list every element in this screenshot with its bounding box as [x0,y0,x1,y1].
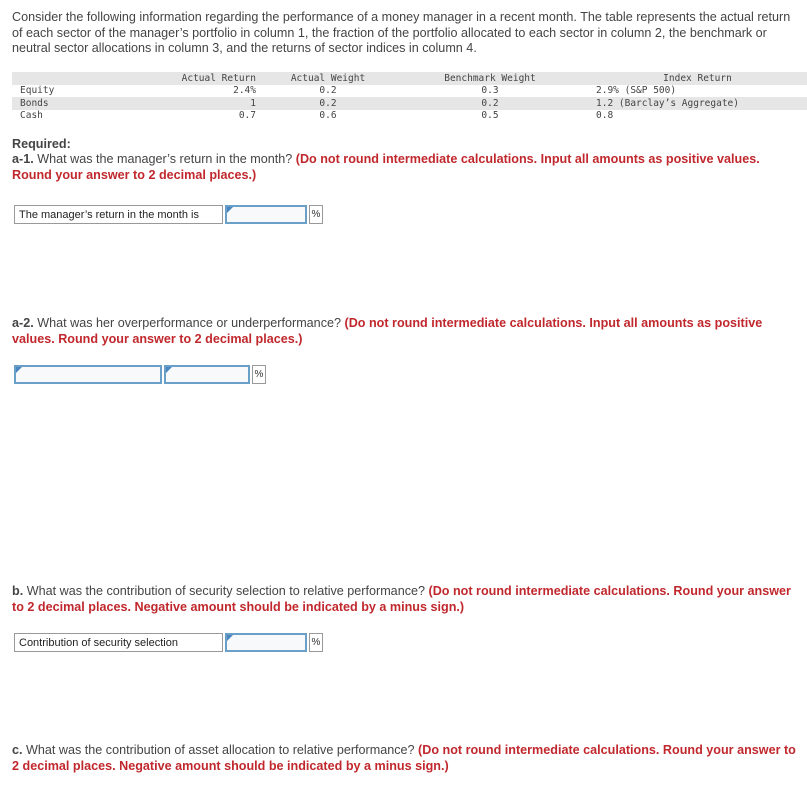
table-header: Actual Return [138,72,264,85]
table-cell: 0.2 [319,85,337,97]
flag-icon [16,367,22,373]
table-row [12,110,807,123]
table-header: Actual Weight [264,72,392,85]
question-c [12,743,797,774]
table-header: Index Return [588,72,807,85]
question-text: What was the contribution of security selection to relative performance? [23,584,429,598]
flag-icon [227,635,233,641]
question-instruction: (Do not round intermediate calculations. Input all amounts as positive values. Round your answer to 2 decimal places.) [12,316,763,346]
table-cell: 2.4% [233,85,256,97]
manager-return-input[interactable] [225,205,307,224]
flag-icon [166,367,172,373]
performance-table [12,72,807,122]
question-number: a-2. [12,316,34,330]
question-text: What was her overperformance or underperformance? [33,316,345,330]
question-a1 [12,152,797,183]
performance-amount-input[interactable] [164,365,250,384]
answer-row-a2 [14,365,266,384]
answer-label: The manager’s return in the month is [14,205,223,224]
percent-unit: % [309,633,323,652]
table-cell: 1.2 (Barclay’s Aggregate) [588,97,807,110]
question-instruction: (Do not round intermediate calculations. Input all amounts as positive values. Round your answer to 2 decimal places.) [12,152,760,182]
flag-icon [227,207,233,213]
table-cell: Cash [20,110,43,122]
percent-unit: % [309,205,323,224]
table-header-row [12,72,807,85]
table-cell: 0.2 [392,97,588,110]
table-cell: 0.2 [264,97,392,110]
table-cell: 2.9% (S&P 500) [596,85,677,97]
percent-unit: % [252,365,266,384]
question-instruction: (Do not round intermediate calculations. Round your answer to 2 decimal places. Negative amount should be indicated by a minus sign.) [12,743,796,773]
answer-label: Contribution of security selection [14,633,223,652]
question-a2 [12,316,797,347]
answer-row-b [14,633,323,652]
security-selection-input[interactable] [225,633,307,652]
question-text: What was the contribution of asset allocation to relative performance? [22,743,419,757]
question-b [12,584,797,615]
table-cell: Bonds [12,97,138,110]
question-number: c. [12,743,23,757]
table-cell: 0.3 [481,85,499,97]
question-number: a-1. [12,152,34,166]
table-cell: 0.6 [319,110,337,122]
question-instruction: (Do not round intermediate calculations. Round your answer to 2 decimal places. Negative amount should be indicated by a minus sign.) [12,584,791,614]
table-cell: Equity [20,85,55,97]
table-header: Benchmark Weight [392,72,588,85]
answer-row-a1 [14,205,323,224]
question-text: What was the manager’s return in the month? [33,152,296,166]
required-heading: Required: [12,137,71,151]
table-cell: 0.5 [481,110,499,122]
table-cell: 1 [138,97,264,110]
table-row [12,97,807,110]
table-header [12,72,138,85]
table-cell: 0.7 [238,110,256,122]
table-row [12,85,807,98]
table-cell: 0.8 [596,110,614,122]
question-number: b. [12,584,24,598]
performance-type-select[interactable] [14,365,162,384]
intro-text: Consider the following information regarding the performance of a money manager in a recent month. The table represents the actual return of each sector of the manager’s portfolio in column 1, the fraction of the portfolio allocated to each sector in column 2, the benchmark or neutral sector allocations in column 3, and the returns of sector indices in column 4. [12,10,791,55]
